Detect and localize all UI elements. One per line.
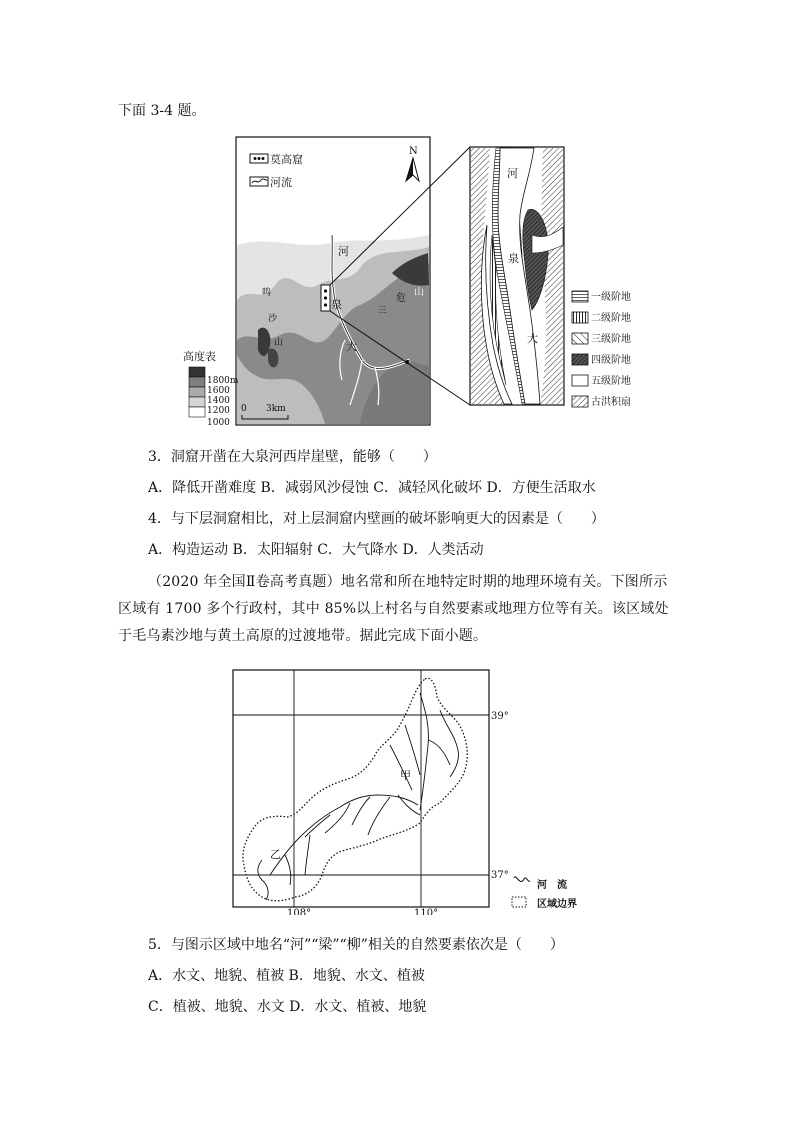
label-jia: 甲 — [400, 769, 411, 782]
height-1000: 1000 — [207, 418, 230, 428]
height-1800: 1800m — [207, 376, 239, 386]
height-1200: 1200 — [207, 406, 230, 416]
question-3-options: A．降低开凿难度 B．减弱风沙侵蚀 C．减轻风化破坏 D．方便生活取水 — [148, 480, 596, 496]
label-san: 三 — [378, 306, 388, 316]
scale-zero: 0 — [241, 404, 247, 414]
height-table-title: 高度表 — [183, 350, 216, 363]
terrace-legend-2: 二级阶地 — [591, 313, 631, 324]
question-4: 4．与下层洞窟相比，对上层洞窟内壁画的破坏影响更大的因素是（ ） — [148, 511, 605, 527]
terrace-legend-3: 三级阶地 — [591, 334, 631, 345]
label-shan2: 山 — [414, 287, 424, 298]
label-quan: 泉 — [331, 298, 342, 311]
terrace-legend-1: 一级阶地 — [591, 292, 631, 303]
river-legend-label: 河 流 — [537, 880, 567, 891]
question-4-options: A．构造运动 B．太阳辐射 C．大气降水 D．人类活动 — [148, 542, 484, 558]
height-1600: 1600 — [207, 386, 230, 396]
lon-110-label: 110° — [414, 908, 439, 915]
label-shan: 山 — [274, 338, 284, 348]
label-he: 河 — [338, 245, 349, 258]
river-legend-icon — [514, 877, 530, 882]
scale-distance: 3km — [266, 404, 286, 414]
region-map-figure — [0, 665, 794, 915]
passage-paragraph: （2020 年全国Ⅱ卷高考真题）地名常和所在地特定时期的地理环境有关。下图所示区域有 1700 多个行政村，其中 85%以上村名与自然要素或地理方位等有关。该区域处于毛乌素沙地与黄土高原的过渡地带。据此完成下面小题。 — [118, 574, 669, 644]
question-5: 5．与图示区域中地名“河”“梁”“柳”相关的自然要素依次是（ ） — [148, 937, 564, 953]
question-3: 3．洞窟开凿在大泉河西岸崖壁，能够（ ） — [148, 449, 437, 465]
question-5-options-ab: A．水文、地貌、植被 B．地貌、水文、植被 — [148, 968, 425, 984]
lon-108-label: 108° — [287, 908, 312, 915]
terrace-legend-6: 古洪积扇 — [591, 397, 631, 408]
boundary-legend-label: 区域边界 — [537, 899, 577, 910]
detail-label-da: 大 — [527, 332, 538, 345]
terrace-legend-4: 四级阶地 — [591, 355, 631, 366]
cave-legend-label: 莫高窟 — [270, 153, 303, 166]
label-yi: 乙 — [270, 848, 281, 861]
detail-label-quan: 泉 — [508, 252, 519, 265]
intro-line: 下面 3-4 题。 — [118, 103, 206, 119]
lat-39-label: 39° — [491, 711, 509, 722]
label-ming: 鸣 — [262, 288, 272, 298]
height-1400: 1400 — [207, 396, 230, 406]
label-wei: 危 — [396, 293, 406, 304]
boundary-legend-icon — [512, 897, 526, 907]
north-label: N — [409, 146, 418, 157]
question-5-options-cd: C．植被、地貌、水文 D．水文、植被、地貌 — [148, 999, 427, 1015]
detail-terraces — [471, 148, 563, 404]
river-legend-label: 河流 — [270, 176, 292, 189]
detail-label-he: 河 — [507, 167, 518, 180]
lat-37-label: 37° — [491, 870, 509, 881]
mogao-map-figure — [0, 135, 794, 435]
region-map-frame — [233, 670, 489, 907]
label-da: 大 — [346, 340, 357, 353]
label-sha: 沙 — [268, 314, 278, 324]
terrace-legend-5: 五级阶地 — [591, 376, 631, 387]
